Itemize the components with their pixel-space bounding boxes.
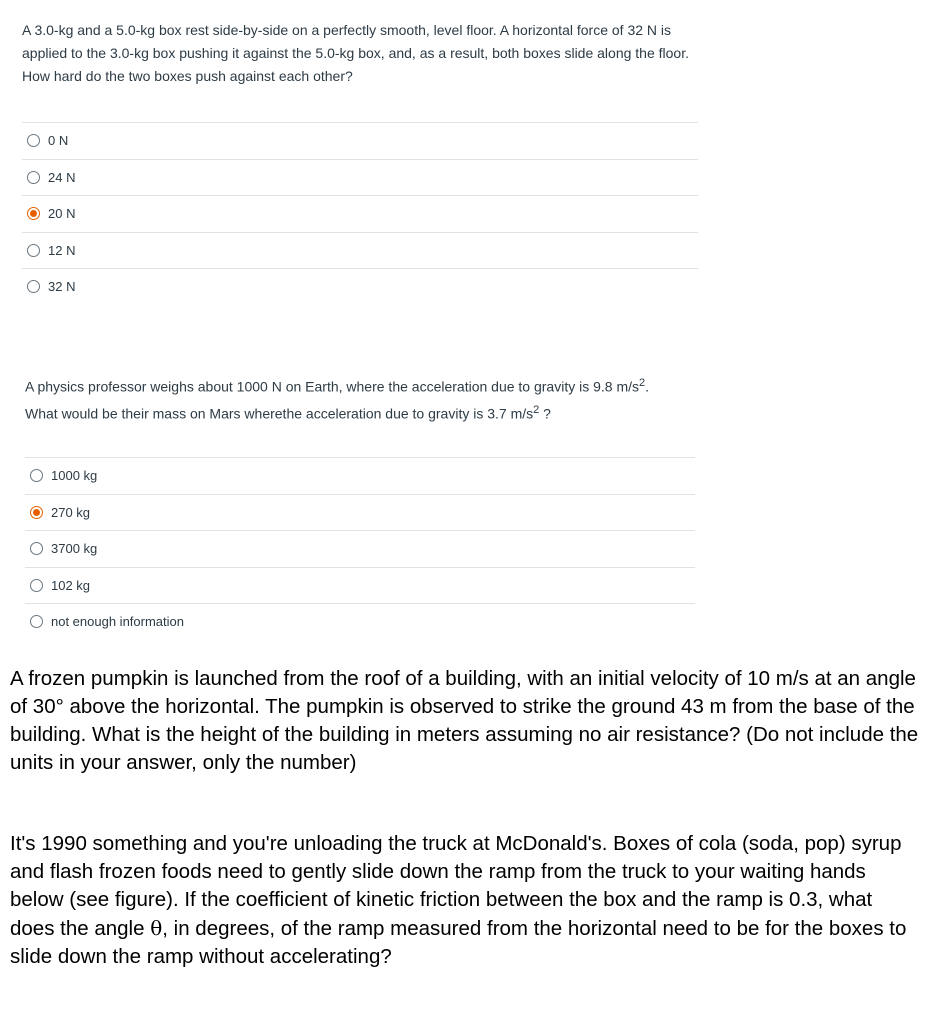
radio-button-selected[interactable] <box>27 207 40 220</box>
question-1 <box>22 19 702 88</box>
answer-option[interactable] <box>25 530 695 567</box>
question-2-text-part: ? <box>539 405 551 422</box>
answer-label: 270 kg <box>51 504 91 520</box>
answer-option-selected[interactable] <box>22 195 698 232</box>
question-4-text-part: It's 1990 something and you're unloading the truck at McDonald's. Boxes of cola (soda, pop) syrup and flash frozen foods need to gently slide down the ramp from the truck to your waiting hands below (see figure). If the coefficient of kinetic friction between the box and the ramp is 0.3, what does the angle <box>10 832 902 940</box>
question-1-answers <box>22 122 698 305</box>
question-2-text <box>25 372 675 425</box>
radio-button[interactable] <box>30 615 43 628</box>
theta-symbol: θ <box>150 916 163 940</box>
answer-label: not enough information <box>51 614 184 630</box>
answer-option[interactable] <box>25 567 695 604</box>
answer-option[interactable] <box>22 122 698 159</box>
answer-label: 0 N <box>48 133 69 149</box>
answer-label: 3700 kg <box>51 541 98 557</box>
answer-option[interactable] <box>25 457 695 494</box>
question-2-text-part: A physics professor weighs about 1000 N on Earth, where the acceleration due to gravity is 9.8 m/s <box>25 378 639 395</box>
superscript: 2 <box>639 377 646 389</box>
answer-label: 1000 kg <box>51 468 98 484</box>
radio-button[interactable] <box>30 542 43 555</box>
answer-label: 102 kg <box>51 577 91 593</box>
radio-button-selected[interactable] <box>30 506 43 519</box>
radio-button[interactable] <box>27 280 40 293</box>
answer-option[interactable] <box>22 268 698 305</box>
radio-button[interactable] <box>27 134 40 147</box>
answer-option[interactable] <box>22 232 698 269</box>
radio-button[interactable] <box>27 171 40 184</box>
question-4-text-part: , in degrees, of the ramp measured from the horizontal need to be for the boxes to slide down the ramp without accelerating? <box>10 917 907 968</box>
question-2 <box>25 372 675 425</box>
answer-option-selected[interactable] <box>25 494 695 531</box>
answer-label: 12 N <box>48 242 76 258</box>
superscript: 2 <box>533 403 540 416</box>
answer-option[interactable] <box>25 603 695 640</box>
radio-button[interactable] <box>30 469 43 482</box>
question-4-text <box>10 830 920 971</box>
answer-label: 32 N <box>48 279 76 295</box>
question-2-answers <box>25 457 695 640</box>
radio-button[interactable] <box>27 244 40 257</box>
question-2-text-part: . What would be their mass on Mars wherethe acceleration due to gravity is 3.7 m/s <box>25 378 650 422</box>
answer-label: 20 N <box>48 206 76 222</box>
question-3-text: A frozen pumpkin is launched from the roof of a building, with an initial velocity of 10 m/s at an angle of 30° above the horizontal. The pumpkin is observed to strike the ground 43 m from the base of the building. What is the height of the building in meters assuming no air resistance? (Do not include the units in your answer, only the number) <box>10 667 919 774</box>
question-1-text: A 3.0-kg and a 5.0-kg box rest side-by-side on a perfectly smooth, level floor. A horizontal force of 32 N is applied to the 3.0-kg box pushing it against the 5.0-kg box, and, as a result, both boxes slide along the floor. How hard do the two boxes push against each other? <box>22 22 689 84</box>
answer-label: 24 N <box>48 169 76 185</box>
radio-button[interactable] <box>30 579 43 592</box>
answer-option[interactable] <box>22 159 698 196</box>
